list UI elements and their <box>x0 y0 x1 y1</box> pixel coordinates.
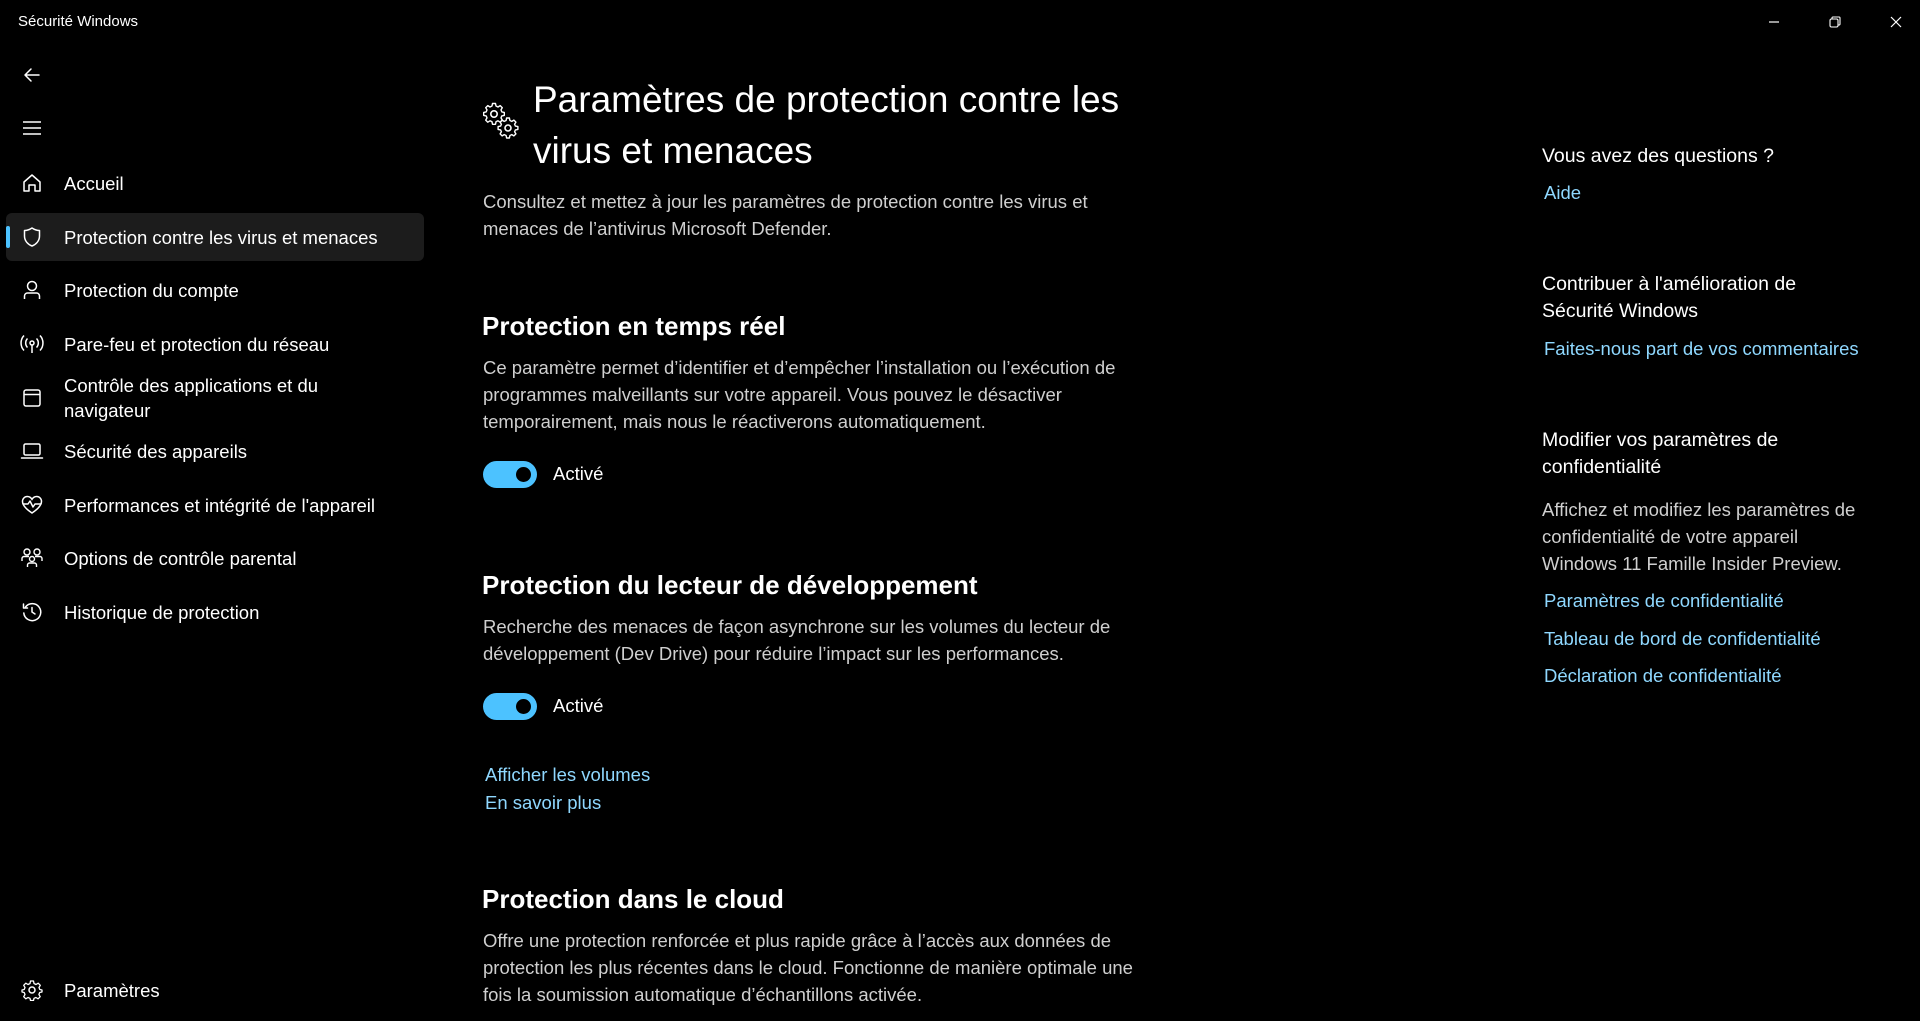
sidebar-item-family-options[interactable] <box>6 534 424 582</box>
settings-gears-icon <box>482 102 522 142</box>
app-title: Sécurité Windows <box>18 13 139 30</box>
section-description-realtime: Ce paramètre permet d’identifier et d’empêcher l’installation ou l’exécution de programmes malveillants sur votre appareil. Vous pouvez le désactiver temporairement, mais nous le réactiverons automatiquement. <box>483 357 1116 432</box>
sidebar-item-app-browser-control[interactable] <box>6 370 424 426</box>
toggle-state-label: Activé <box>553 463 604 484</box>
sidebar-item-label: Accueil <box>64 172 124 194</box>
sidebar-item-device-security[interactable] <box>6 427 424 475</box>
privacy-heading: Modifier vos paramètres de confidentialité <box>1542 429 1779 478</box>
help-link[interactable]: Aide <box>1544 182 1582 203</box>
toggle-knob <box>516 699 531 714</box>
sidebar-item-virus-protection[interactable] <box>6 213 424 261</box>
minimize-button[interactable] <box>1744 0 1804 44</box>
page-title: Paramètres de protection contre les virus et menaces <box>533 79 1120 171</box>
sidebar-item-accueil[interactable] <box>6 159 424 207</box>
privacy-statement-link[interactable]: Déclaration de confidentialité <box>1544 665 1782 686</box>
sidebar-item-device-performance[interactable] <box>6 481 424 529</box>
sidebar-item-account-protection[interactable] <box>6 266 424 314</box>
feedback-heading: Contribuer à l'amélioration de Sécurité Windows <box>1542 273 1797 322</box>
restore-icon <box>1829 16 1841 28</box>
privacy-description: Affichez et modifiez les paramètres de confidentialité de votre appareil Windows 11 Famille Insider Preview. <box>1542 499 1856 574</box>
section-description-cloud: Offre une protection renforcée et plus rapide grâce à l’accès aux données de protection les plus récentes dans le cloud. Fonctionne de manière optimale une fois la soumission automatique d’échantillons activée. <box>483 930 1133 1005</box>
sidebar-item-label: Pare-feu et protection du réseau <box>64 333 330 355</box>
page-description: Consultez et mettez à jour les paramètres de protection contre les virus et menaces de l’antivirus Microsoft Defender. <box>483 191 1088 239</box>
close-icon <box>1890 16 1902 28</box>
sidebar-item-label: Options de contrôle parental <box>64 547 297 569</box>
section-description-dev-drive: Recherche des menaces de façon asynchrone sur les volumes du lecteur de développement (Dev Drive) pour réduire l’impact sur les performances. <box>483 616 1111 664</box>
hamburger-icon <box>23 120 41 136</box>
sidebar-item-label: Contrôle des applications et du navigateur <box>64 375 319 421</box>
toggle-knob <box>516 467 531 482</box>
sidebar-item-label: Protection contre les virus et menaces <box>64 226 378 248</box>
feedback-link[interactable]: Faites-nous part de vos commentaires <box>1544 338 1859 359</box>
privacy-settings-link[interactable]: Paramètres de confidentialité <box>1544 590 1784 611</box>
history-icon <box>20 600 44 624</box>
shield-icon <box>20 225 44 249</box>
sidebar-item-label: Performances et intégrité de l'appareil <box>64 494 376 516</box>
antenna-icon <box>20 332 44 356</box>
sidebar-item-settings[interactable] <box>6 966 424 1014</box>
realtime-protection-toggle[interactable] <box>483 461 537 488</box>
home-icon <box>20 171 44 195</box>
view-volumes-link[interactable]: Afficher les volumes <box>485 764 651 785</box>
back-arrow-icon <box>23 66 41 84</box>
questions-heading: Vous avez des questions ? <box>1542 145 1774 167</box>
heart-pulse-icon <box>20 493 44 517</box>
menu-button[interactable] <box>10 108 54 148</box>
section-title-realtime: Protection en temps réel <box>482 311 786 341</box>
back-button[interactable] <box>10 55 54 95</box>
toggle-state-label: Activé <box>553 695 604 716</box>
restore-button[interactable] <box>1805 0 1865 44</box>
title-bar <box>0 0 1920 44</box>
sidebar-item-label: Sécurité des appareils <box>64 440 248 462</box>
minimize-icon <box>1768 16 1780 28</box>
sidebar-item-label: Protection du compte <box>64 279 239 301</box>
gear-icon <box>20 978 44 1002</box>
dev-drive-toggle-row <box>483 691 603 721</box>
realtime-toggle-row <box>483 459 603 489</box>
learn-more-link[interactable]: En savoir plus <box>485 792 602 813</box>
sidebar-item-label: Historique de protection <box>64 601 260 623</box>
sidebar-item-label: Paramètres <box>64 979 160 1001</box>
person-icon <box>20 278 44 302</box>
family-icon <box>20 546 44 570</box>
laptop-icon <box>20 439 44 463</box>
sidebar-item-protection-history[interactable] <box>6 588 424 636</box>
app-window-icon <box>20 386 44 410</box>
section-title-cloud: Protection dans le cloud <box>482 884 784 914</box>
sidebar-item-firewall[interactable] <box>6 320 424 368</box>
privacy-dashboard-link[interactable]: Tableau de bord de confidentialité <box>1544 628 1821 649</box>
dev-drive-protection-toggle[interactable] <box>483 693 537 720</box>
section-title-dev-drive: Protection du lecteur de développement <box>482 570 978 600</box>
close-button[interactable] <box>1866 0 1920 44</box>
